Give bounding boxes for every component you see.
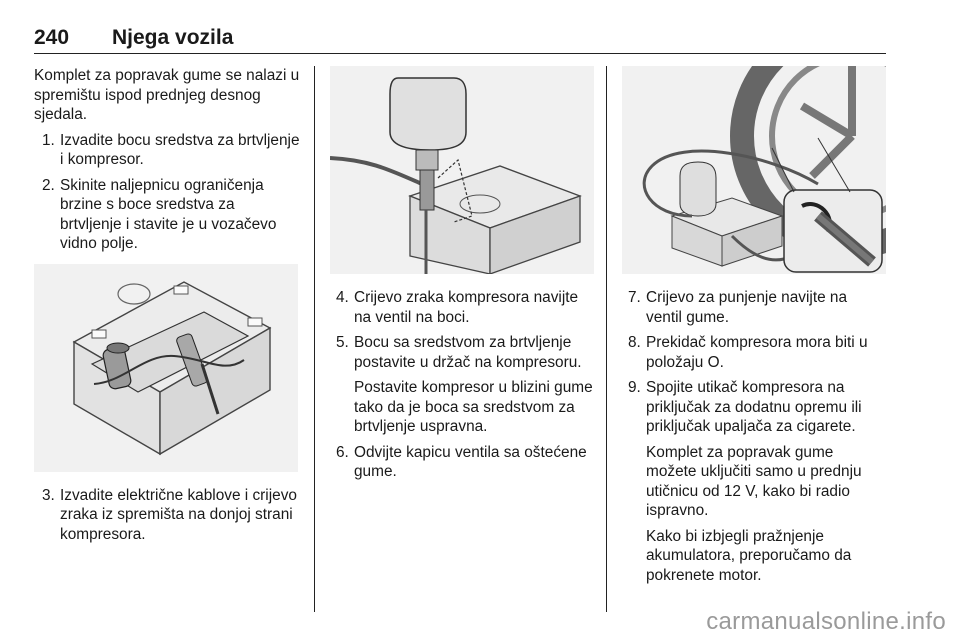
step-text: Izvadite električne kablove i crijevo zraka iz spremišta na donjoj strani kompresora.: [60, 486, 297, 543]
step-8: [622, 333, 886, 372]
page-number: 240: [34, 26, 70, 49]
column-1: [34, 66, 300, 550]
step-9: [622, 378, 886, 437]
step-text: Prekidač kompresora mora biti u položaju O.: [646, 334, 868, 371]
step-9-note-2: Kako bi izbjegli pražnjenje akumulatora, preporučamo da pokrenete motor.: [646, 527, 852, 584]
step-number: 7.: [628, 289, 641, 306]
step-number: 5.: [336, 334, 349, 351]
step-number: 8.: [628, 334, 641, 351]
step-text: Skinite naljepnicu ograničenja brzine s boce sredstva za brtvljenje i stavite je u vozačevo vidno polje.: [60, 176, 277, 252]
step-number: 4.: [336, 289, 349, 306]
step-number: 3.: [42, 486, 55, 504]
column-divider-left: [314, 66, 315, 612]
step-1: [34, 131, 300, 170]
step-4: [330, 288, 598, 327]
step-7: [622, 288, 886, 327]
step-text: Izvadite bocu sredstva za brtvljenje i kompresor.: [60, 131, 300, 168]
intro-paragraph: Komplet za popravak gume se nalazi u spremištu ispod prednjeg desnog sjedala.: [34, 67, 300, 123]
page-header: [34, 26, 886, 54]
column-divider-right: [606, 66, 607, 612]
step-text: Crijevo zraka kompresora navijte na ventil na boci.: [354, 289, 579, 326]
step-6: [330, 443, 598, 482]
step-text: Spojite utikač kompresora na priključak za dodatnu opremu ili priključak upaljača za cigarete.: [646, 379, 862, 435]
step-5-note: Postavite kompresor u blizini gume tako da je boca sa sredstvom za brtvljenje uspravna.: [354, 379, 593, 435]
watermark: carmanualsonline.info: [706, 608, 946, 635]
step-number: 6.: [336, 443, 349, 461]
step-3: [34, 486, 300, 545]
step-text: Crijevo za punjenje navijte na ventil gume.: [646, 289, 848, 326]
step-number: 2.: [42, 176, 55, 194]
step-text: Bocu sa sredstvom za brtvljenje postavite u držač na kompresoru.: [354, 334, 582, 371]
step-number: 9.: [628, 379, 641, 396]
step-2: [34, 176, 300, 254]
illustration-hose-on-tyre-valve: [622, 66, 886, 274]
column-2: [330, 66, 598, 488]
illustration-compressor-storage: [34, 264, 298, 472]
column-3: [622, 66, 886, 591]
step-9-note-1: Komplet za popravak gume možete uključiti samo u prednju utičnicu od 12 V, kako bi radio ispravno.: [646, 443, 862, 519]
illustration-bottle-on-compressor: [330, 66, 594, 274]
step-5: [330, 333, 598, 372]
step-text: Odvijte kapicu ventila sa oštećene gume.: [354, 443, 587, 480]
step-number: 1.: [42, 131, 55, 149]
page-title: Njega vozila: [112, 26, 234, 49]
